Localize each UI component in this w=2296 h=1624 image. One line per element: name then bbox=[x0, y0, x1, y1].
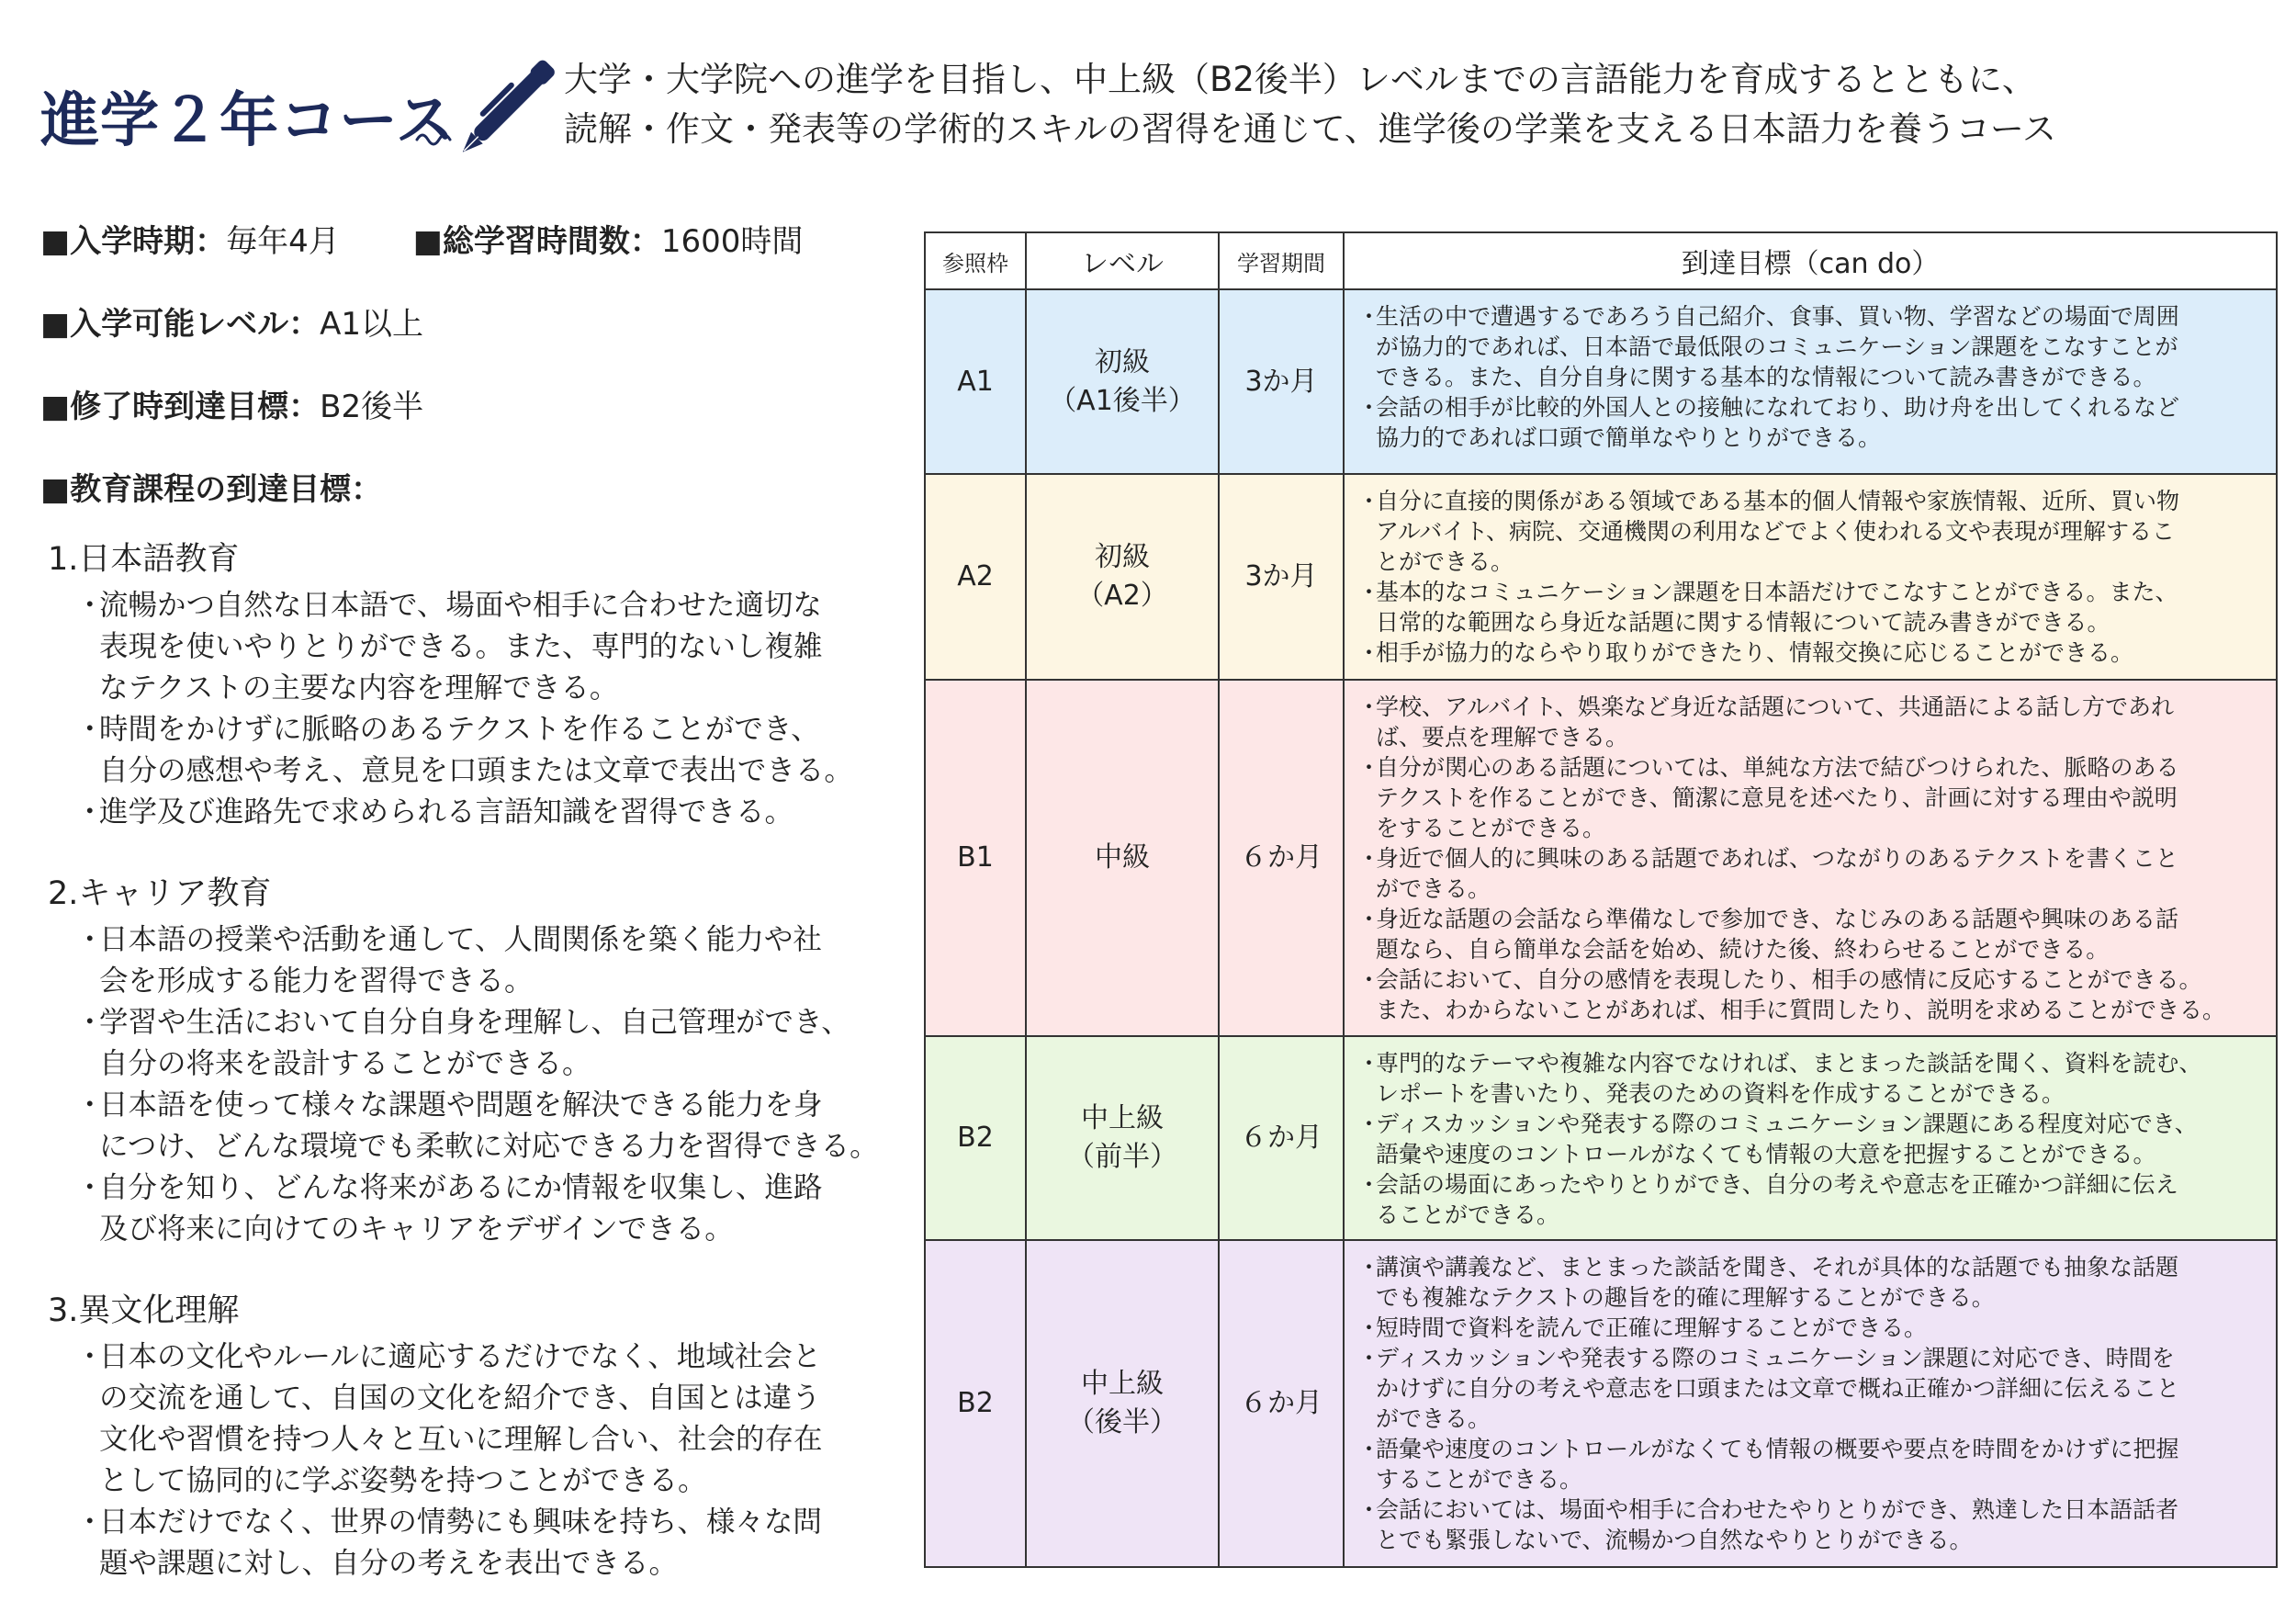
goal-text bbox=[1376, 1169, 2261, 1230]
goal-section bbox=[48, 1289, 929, 1585]
goal-item bbox=[1357, 392, 2261, 453]
cell-goals bbox=[1344, 289, 2277, 474]
bullet-text bbox=[99, 1085, 929, 1167]
goal-item bbox=[1357, 843, 2261, 904]
entry-level-line bbox=[40, 303, 922, 345]
goal-line: 基本的なコミュニケーション課題を日本語だけでこなすことができる。また、 bbox=[1376, 579, 2178, 605]
list-item bbox=[75, 709, 929, 792]
cell-period: 3か月 bbox=[1219, 289, 1344, 474]
goal-item bbox=[1357, 1048, 2261, 1109]
header-ref: 参照枠 bbox=[925, 232, 1026, 289]
goal-text bbox=[1376, 637, 2261, 668]
cell-goals bbox=[1344, 474, 2277, 680]
bullet-line: 日本語の授業や活動を通して、人間関係を築く能力や社 bbox=[99, 923, 822, 956]
course-description bbox=[564, 55, 2263, 154]
goal-text bbox=[1376, 692, 2261, 752]
level-line: （A2） bbox=[1076, 580, 1168, 612]
course-info bbox=[40, 220, 922, 551]
goal-text bbox=[1376, 1494, 2261, 1555]
goal-line: 学校、アルバイト、娯楽など身近な話題について、共通語による話し方であれ bbox=[1376, 694, 2175, 720]
bullet-mark: ・ bbox=[75, 795, 105, 829]
level-line: 中上級 bbox=[1081, 1368, 1164, 1400]
completion-goal-line bbox=[40, 386, 922, 428]
bullet-line: 日本語を使って様々な課題や問題を解決できる能力を身 bbox=[99, 1088, 823, 1122]
goal-line: が協力的であれば、日本語で最低限のコミュニケーション課題をこなすことが bbox=[1376, 333, 2178, 360]
goal-line: 自分が関心のある話題については、単純な方法で結びつけられた、脈略のある bbox=[1376, 754, 2179, 781]
header-period: 学習期間 bbox=[1219, 232, 1344, 289]
cell-goals bbox=[1344, 1036, 2277, 1240]
bullet-line: 進学及び進路先で求められる言語知識を習得できる。 bbox=[99, 795, 794, 829]
bullet-mark: ・ bbox=[75, 1006, 105, 1039]
goal-line: でも複雑なテクストの趣旨を的確に理解することができる。 bbox=[1376, 1284, 1995, 1311]
goal-item bbox=[1357, 637, 2261, 668]
level-line: （前半） bbox=[1067, 1141, 1177, 1173]
bullet-line: 流暢かつ自然な日本語で、場面や相手に合わせた適切な bbox=[99, 589, 822, 622]
entry-level-label: ■入学可能レベル： bbox=[40, 306, 321, 343]
goal-text bbox=[1376, 486, 2261, 577]
goal-text bbox=[1376, 752, 2261, 843]
section-title: 1.日本語教育 bbox=[48, 541, 240, 578]
cell-goals bbox=[1344, 680, 2277, 1036]
entry-period-line bbox=[40, 220, 922, 263]
goal-line: 会話の場面にあったやりとりができ、自分の考えや意志を正確かつ詳細に伝え bbox=[1376, 1171, 2178, 1198]
bullet-line: 学習や生活において自分自身を理解し、自己管理ができ、 bbox=[99, 1006, 850, 1039]
pen-icon bbox=[408, 50, 582, 160]
cell-period: 3か月 bbox=[1219, 474, 1344, 680]
list-item bbox=[75, 792, 929, 833]
goal-text bbox=[1376, 1313, 2261, 1343]
cell-level bbox=[1026, 289, 1219, 474]
bullet-line: として協同的に学ぶ姿勢を持つことができる。 bbox=[99, 1464, 707, 1497]
goal-line: 専門的なテーマや複雑な内容でなければ、まとまった談話を聞く、資料を読む、 bbox=[1376, 1050, 2202, 1077]
bullet-line: 自分の将来を設計することができる。 bbox=[99, 1047, 591, 1080]
goal-item bbox=[1357, 486, 2261, 577]
goal-text bbox=[1376, 1252, 2261, 1313]
bullet-text bbox=[99, 1502, 929, 1585]
bullet-line: 題や課題に対し、自分の考えを表出できる。 bbox=[99, 1547, 679, 1580]
goal-line: ることができる。 bbox=[1376, 1201, 1560, 1228]
goal-item bbox=[1357, 1494, 2261, 1555]
bullet-mark: ・ bbox=[1357, 303, 1381, 330]
goal-line: 短時間で資料を読んで正確に理解することができる。 bbox=[1376, 1314, 1928, 1341]
goal-line: かけずに自分の考えや意志を口頭または文章で概ね正確かつ詳細に伝えること bbox=[1376, 1375, 2180, 1402]
course-title: 進学２年コース bbox=[40, 87, 456, 155]
bullet-line: なテクストの主要な内容を理解できる。 bbox=[99, 671, 619, 705]
table-header-row bbox=[925, 232, 2277, 289]
goal-line: 題なら、自ら簡単な会話を始め、続けた後、終わらせることができる。 bbox=[1376, 936, 2110, 963]
goal-line: また、わからないことがあれば、相手に質問したり、説明を求めることができる。 bbox=[1376, 997, 2226, 1023]
bullet-mark: ・ bbox=[1357, 1314, 1381, 1341]
table-row bbox=[925, 474, 2277, 680]
bullet-mark: ・ bbox=[75, 1340, 105, 1373]
goal-item bbox=[1357, 964, 2261, 1025]
list-item bbox=[75, 1502, 929, 1585]
bullet-mark: ・ bbox=[1357, 1345, 1381, 1371]
goal-line: 会話において、自分の感情を表現したり、相手の感情に反応することができる。 bbox=[1376, 966, 2202, 993]
goal-item bbox=[1357, 752, 2261, 843]
bullet-mark: ・ bbox=[1357, 394, 1381, 421]
bullet-mark: ・ bbox=[75, 1088, 105, 1122]
goal-line: できる。また、自分自身に関する基本的な情報について読み書きができる。 bbox=[1376, 364, 2156, 390]
description-line: 読解・作文・発表等の学術的スキルの習得を通じて、進学後の学業を支える日本語力を養うコース bbox=[564, 109, 2057, 149]
cell-ref: A2 bbox=[925, 474, 1026, 680]
list-item bbox=[75, 1167, 929, 1250]
cell-period: ６か月 bbox=[1219, 1036, 1344, 1240]
table-row bbox=[925, 289, 2277, 474]
bullet-mark: ・ bbox=[1357, 579, 1381, 605]
list-item bbox=[75, 1002, 929, 1085]
goal-text bbox=[1376, 843, 2261, 904]
bullet-mark: ・ bbox=[1357, 1496, 1381, 1523]
list-item bbox=[75, 585, 929, 709]
bullet-mark: ・ bbox=[75, 1171, 105, 1204]
bullet-mark: ・ bbox=[1357, 1111, 1381, 1137]
bullet-mark: ・ bbox=[1357, 694, 1381, 720]
level-line: 中上級 bbox=[1081, 1102, 1164, 1134]
level-line: （A1後半） bbox=[1049, 384, 1196, 417]
level-line: 中級 bbox=[1095, 841, 1150, 874]
cell-ref: B2 bbox=[925, 1240, 1026, 1567]
bullet-mark: ・ bbox=[1357, 845, 1381, 872]
section-title: 2.キャリア教育 bbox=[48, 875, 272, 912]
cell-level bbox=[1026, 474, 1219, 680]
bullet-mark: ・ bbox=[1357, 1050, 1381, 1077]
entry-period-label: ■入学時期： bbox=[40, 223, 227, 260]
bullet-mark: ・ bbox=[75, 589, 105, 622]
level-table bbox=[924, 231, 2278, 1568]
list-item bbox=[75, 919, 929, 1002]
goal-line: 語彙や速度のコントロールがなくても情報の大意を把握することができる。 bbox=[1376, 1141, 2156, 1167]
goal-text bbox=[1376, 1109, 2261, 1169]
completion-goal-value: B2後半 bbox=[320, 389, 424, 425]
goal-text bbox=[1376, 392, 2261, 453]
goal-item bbox=[1357, 1109, 2261, 1169]
goal-line: とでも緊張しないで、流暢かつ自然なやりとりができる。 bbox=[1376, 1527, 1973, 1553]
table-body bbox=[925, 289, 2277, 1567]
section-title: 3.異文化理解 bbox=[48, 1292, 240, 1329]
goal-line: 語彙や速度のコントロールがなくても情報の概要や要点を時間をかけずに把握 bbox=[1376, 1436, 2179, 1462]
goal-line: 日常的な範囲なら身近な話題に関する情報について読み書きができる。 bbox=[1376, 609, 2110, 636]
level-line: 初級 bbox=[1095, 345, 1150, 378]
cell-level bbox=[1026, 1036, 1219, 1240]
cell-period: ６か月 bbox=[1219, 680, 1344, 1036]
bullet-mark: ・ bbox=[1357, 1171, 1381, 1198]
goal-line: ディスカッションや発表する際のコミュニケーション課題にある程度対応でき、 bbox=[1376, 1111, 2198, 1137]
bullet-line: 自分の感想や考え、意見を口頭または文章で表出できる。 bbox=[99, 754, 853, 787]
bullet-mark: ・ bbox=[1357, 488, 1381, 514]
bullet-mark: ・ bbox=[1357, 754, 1381, 781]
completion-goal-label: ■修了時到達目標： bbox=[40, 389, 321, 425]
goal-item bbox=[1357, 577, 2261, 637]
total-hours-value: 1600時間 bbox=[660, 223, 804, 260]
goal-text bbox=[1376, 1343, 2261, 1434]
bullet-mark: ・ bbox=[1357, 1254, 1381, 1280]
bullet-mark: ・ bbox=[1357, 639, 1381, 666]
bullet-mark: ・ bbox=[75, 713, 105, 746]
bullet-line: 時間をかけずに脈略のあるテクストを作ることができ、 bbox=[99, 713, 820, 746]
goal-line: 協力的であれば口頭で簡単なやりとりができる。 bbox=[1376, 424, 1882, 451]
goal-line: ができる。 bbox=[1376, 875, 1491, 902]
cell-ref: B1 bbox=[925, 680, 1026, 1036]
bullet-line: 及び将来に向けてのキャリアをデザインできる。 bbox=[99, 1212, 734, 1246]
goal-item bbox=[1357, 1434, 2261, 1494]
goal-text bbox=[1376, 577, 2261, 637]
header-level: レベル bbox=[1026, 232, 1219, 289]
goal-text bbox=[1376, 1048, 2261, 1109]
bullet-text bbox=[99, 919, 929, 1002]
goal-line: 講演や講義など、まとまった談話を聞き、それが具体的な話題でも抽象な話題 bbox=[1376, 1254, 2179, 1280]
cell-goals bbox=[1344, 1240, 2277, 1567]
goal-line: とができる。 bbox=[1376, 548, 1514, 575]
goal-item bbox=[1357, 904, 2261, 964]
bullet-text bbox=[99, 1002, 929, 1085]
bullet-line: 日本の文化やルールに適応するだけでなく、地域社会と bbox=[99, 1340, 822, 1373]
goal-line: 自分に直接的関係がある領域である基本的個人情報や家族情報、近所、買い物 bbox=[1376, 488, 2180, 514]
bullet-mark: ・ bbox=[1357, 966, 1381, 993]
bullet-line: 日本だけでなく、世界の情勢にも興味を持ち、様々な問 bbox=[99, 1506, 822, 1539]
curriculum-goals-line bbox=[40, 468, 922, 511]
goal-text bbox=[1376, 904, 2261, 964]
curriculum-goals-label: ■教育課程の到達目標： bbox=[40, 471, 383, 508]
bullet-line: 文化や習慣を持つ人々と互いに理解し合い、社会的存在 bbox=[99, 1423, 823, 1456]
level-line: 初級 bbox=[1095, 541, 1150, 573]
bullet-text bbox=[99, 585, 929, 709]
cell-ref: A1 bbox=[925, 289, 1026, 474]
header bbox=[40, 37, 2263, 165]
level-line: （後半） bbox=[1067, 1406, 1177, 1438]
goal-text bbox=[1376, 1434, 2261, 1494]
bullet-text bbox=[99, 1167, 929, 1250]
bullet-mark: ・ bbox=[75, 1506, 105, 1539]
cell-level bbox=[1026, 1240, 1219, 1567]
goal-line: 生活の中で遭遇するであろう自己紹介、食事、買い物、学習などの場面で周囲 bbox=[1376, 303, 2179, 330]
goal-line: することができる。 bbox=[1376, 1466, 1583, 1493]
goal-line: テクストを作ることができ、簡潔に意見を述べたり、計画に対する理由や説明 bbox=[1376, 784, 2178, 811]
bullet-mark: ・ bbox=[1357, 906, 1381, 932]
bullet-text bbox=[99, 1336, 929, 1502]
bullet-line: につけ、どんな環境でも柔軟に対応できる力を習得できる。 bbox=[99, 1130, 879, 1163]
bullet-line: 会を形成する能力を習得できる。 bbox=[99, 964, 534, 998]
goal-line: ば、要点を理解できる。 bbox=[1376, 724, 1629, 750]
list-item bbox=[75, 1336, 929, 1502]
goal-line: 会話においては、場面や相手に合わせたやりとりができ、熟達した日本語話者 bbox=[1376, 1496, 2179, 1523]
total-hours-label: ■総学習時間数： bbox=[412, 223, 661, 260]
cell-level bbox=[1026, 680, 1219, 1036]
cell-period: ６か月 bbox=[1219, 1240, 1344, 1567]
goal-item bbox=[1357, 1313, 2261, 1343]
goal-section bbox=[48, 872, 929, 1250]
table-row bbox=[925, 680, 2277, 1036]
goal-line: をすることができる。 bbox=[1376, 815, 1606, 841]
table-row bbox=[925, 1240, 2277, 1567]
goal-item bbox=[1357, 301, 2261, 392]
goal-line: 会話の相手が比較的外国人との接触になれており、助け舟を出してくれるなど bbox=[1376, 394, 2180, 421]
goal-text bbox=[1376, 964, 2261, 1025]
bullet-line: 自分を知り、どんな将来があるにか情報を収集し、進路 bbox=[99, 1171, 823, 1204]
goal-item bbox=[1357, 692, 2261, 752]
goal-text bbox=[1376, 301, 2261, 392]
goal-line: レポートを書いたり、発表のための資料を作成することができる。 bbox=[1376, 1080, 2065, 1107]
goal-section bbox=[48, 537, 929, 833]
bullet-line: の交流を通して、自国の文化を紹介でき、自国とは違う bbox=[99, 1382, 821, 1415]
goal-item bbox=[1357, 1252, 2261, 1313]
entry-level-value: A1以上 bbox=[320, 306, 424, 343]
header-goal: 到達目標（can do） bbox=[1344, 232, 2277, 289]
goal-item bbox=[1357, 1169, 2261, 1230]
description-line: 大学・大学院への進学を目指し、中上級（B2後半）レベルまでの言語能力を育成するとともに、 bbox=[564, 60, 2036, 99]
cell-ref: B2 bbox=[925, 1036, 1026, 1240]
list-item bbox=[75, 1085, 929, 1167]
goal-line: 相手が協力的ならやり取りができたり、情報交換に応じることができる。 bbox=[1376, 639, 2134, 666]
bullet-line: 表現を使いやりとりができる。また、専門的ないし複雑 bbox=[99, 630, 823, 663]
table-row bbox=[925, 1036, 2277, 1240]
entry-period-value: 毎年4月 bbox=[226, 223, 340, 260]
goal-line: 身近な話題の会話なら準備なしで参加でき、なじみのある話題や興味のある話 bbox=[1376, 906, 2179, 932]
bullet-text bbox=[99, 709, 929, 792]
goal-line: アルバイト、病院、交通機関の利用などでよく使われる文や表現が理解するこ bbox=[1376, 518, 2176, 545]
goal-item bbox=[1357, 1343, 2261, 1434]
bullet-text bbox=[99, 792, 929, 833]
bullet-mark: ・ bbox=[1357, 1436, 1381, 1462]
bullet-mark: ・ bbox=[75, 923, 105, 956]
goal-line: 身近で個人的に興味のある話題であれば、つながりのあるテクストを書くこと bbox=[1376, 845, 2178, 872]
goal-line: ディスカッションや発表する際のコミュニケーション課題に対応でき、時間を bbox=[1376, 1345, 2175, 1371]
curriculum-goals bbox=[48, 537, 929, 1623]
goal-line: ができる。 bbox=[1376, 1405, 1491, 1432]
